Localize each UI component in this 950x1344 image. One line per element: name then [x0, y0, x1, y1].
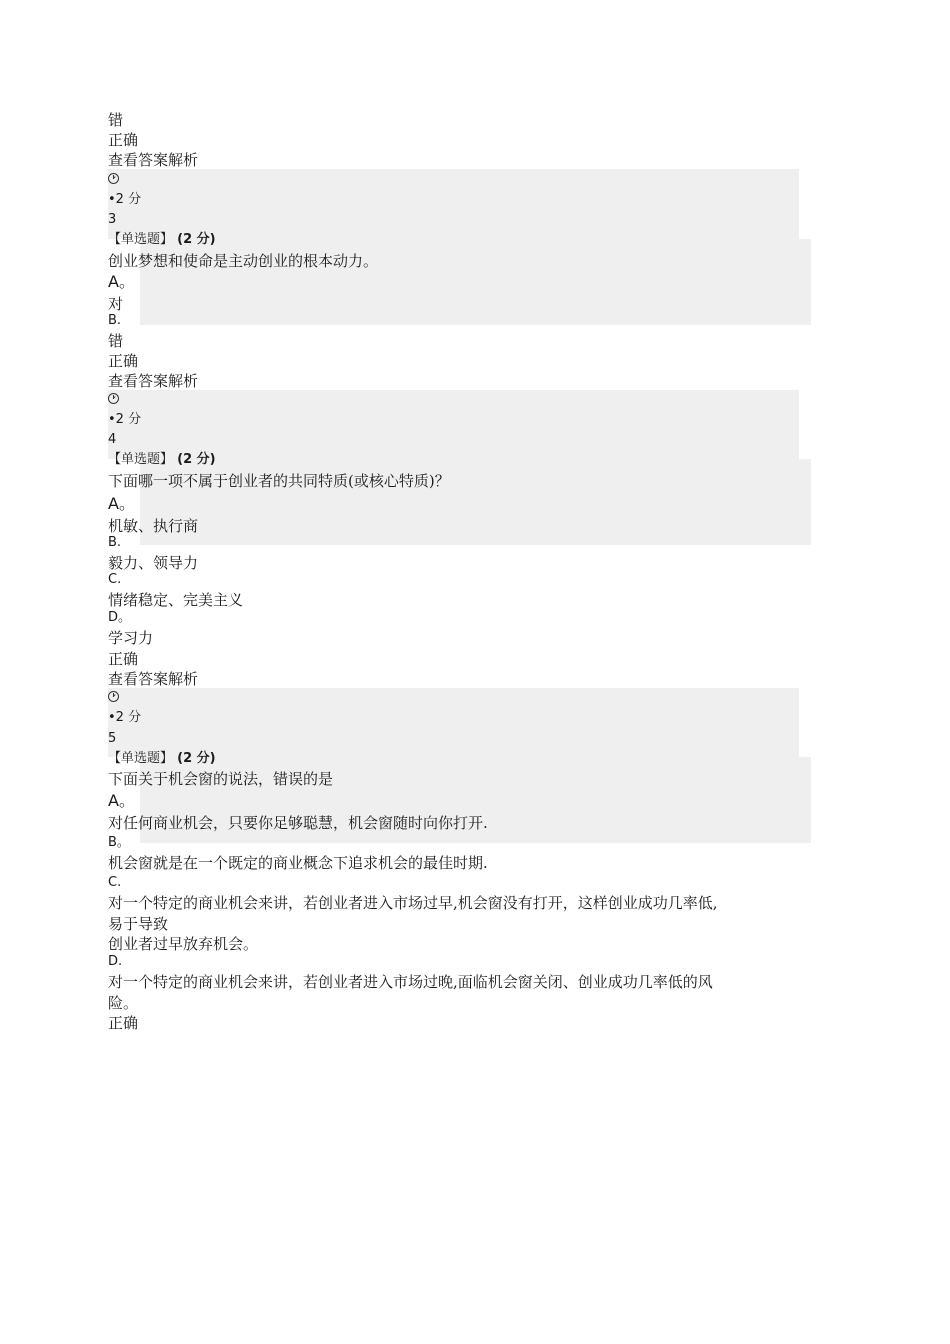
q3-score: •2 分 [108, 192, 142, 207]
q3-analysis-link[interactable]: 查看答案解析 [108, 372, 199, 390]
q4-header [108, 450, 216, 470]
q4-option-a-letter[interactable]: A。 [108, 494, 135, 513]
q3-option-b-letter[interactable]: B. [108, 313, 122, 328]
q4-correct-label: 正确 [108, 650, 139, 668]
q5-points: (2 分) [177, 751, 216, 766]
q5-score: •2 分 [108, 710, 142, 725]
q4-question: 下面哪一项不属于创业者的共同特质(或核心特质)？ [108, 472, 450, 490]
q3-type: 【单选题】 [108, 232, 174, 247]
q3-option-b[interactable]: 错 [108, 332, 124, 350]
q3-option-a-letter[interactable]: A。 [108, 272, 135, 291]
clock-icon [108, 691, 119, 702]
q5-option-b-letter[interactable]: B。 [108, 835, 130, 850]
q4-points: (2 分) [177, 452, 216, 467]
q5-option-a[interactable]: 对任何商业机会，只要你足够聪慧，机会窗随时向你打开. [108, 814, 488, 832]
q3-number: 3 [108, 212, 117, 227]
q3-header [108, 230, 216, 250]
q5-option-d-line-2[interactable]: 险。 [108, 994, 139, 1012]
q3-correct-label: 正确 [108, 352, 139, 370]
q3-points: (2 分) [177, 232, 216, 247]
q5-option-c-line-2[interactable]: 易于导致 [108, 915, 169, 933]
q5-option-c-line-1[interactable]: 对一个特定的商业机会来讲，若创业者进入市场过早,机会窗没有打开，这样创业成功几率低, [108, 894, 718, 912]
q3-score-panel [108, 169, 799, 239]
q4-option-d-letter[interactable]: D。 [108, 610, 132, 625]
q4-type: 【单选题】 [108, 452, 174, 467]
prev-option-text: 错 [108, 111, 124, 129]
q4-score: •2 分 [108, 412, 142, 427]
q5-header [108, 749, 216, 769]
q3-question: 创业梦想和使命是主动创业的根本动力。 [108, 252, 379, 270]
q4-option-b-letter[interactable]: B. [108, 535, 122, 550]
prev-analysis-link[interactable]: 查看答案解析 [108, 151, 199, 169]
q5-option-d-letter[interactable]: D. [108, 954, 123, 969]
q5-score-panel [108, 688, 799, 757]
clock-icon [108, 173, 119, 184]
clock-icon [108, 393, 119, 404]
q4-analysis-link[interactable]: 查看答案解析 [108, 670, 199, 688]
q5-option-d-line-1[interactable]: 对一个特定的商业机会来讲，若创业者进入市场过晚,面临机会窗关闭、创业成功几率低的风 [108, 973, 713, 991]
q3-option-a[interactable]: 对 [108, 295, 124, 313]
q5-type: 【单选题】 [108, 751, 174, 766]
prev-correct-label: 正确 [108, 131, 139, 149]
q4-score-panel [108, 390, 799, 459]
q4-number: 4 [108, 432, 117, 447]
q5-question: 下面关于机会窗的说法，错误的是 [108, 770, 334, 788]
q5-option-c-line-3[interactable]: 创业者过早放弃机会。 [108, 935, 259, 953]
q4-option-c[interactable]: 情绪稳定、完美主义 [108, 591, 244, 609]
q4-option-b[interactable]: 毅力、领导力 [108, 554, 199, 572]
q5-option-b[interactable]: 机会窗就是在一个既定的商业概念下追求机会的最佳时期. [108, 854, 488, 872]
q5-option-a-letter[interactable]: A。 [108, 791, 135, 810]
q4-option-c-letter[interactable]: C. [108, 572, 122, 587]
q5-number: 5 [108, 731, 117, 746]
q4-option-a[interactable]: 机敏、执行商 [108, 517, 199, 535]
q5-option-c-letter[interactable]: C. [108, 875, 122, 890]
q4-option-d[interactable]: 学习力 [108, 629, 154, 647]
q5-correct-label: 正确 [108, 1014, 139, 1032]
